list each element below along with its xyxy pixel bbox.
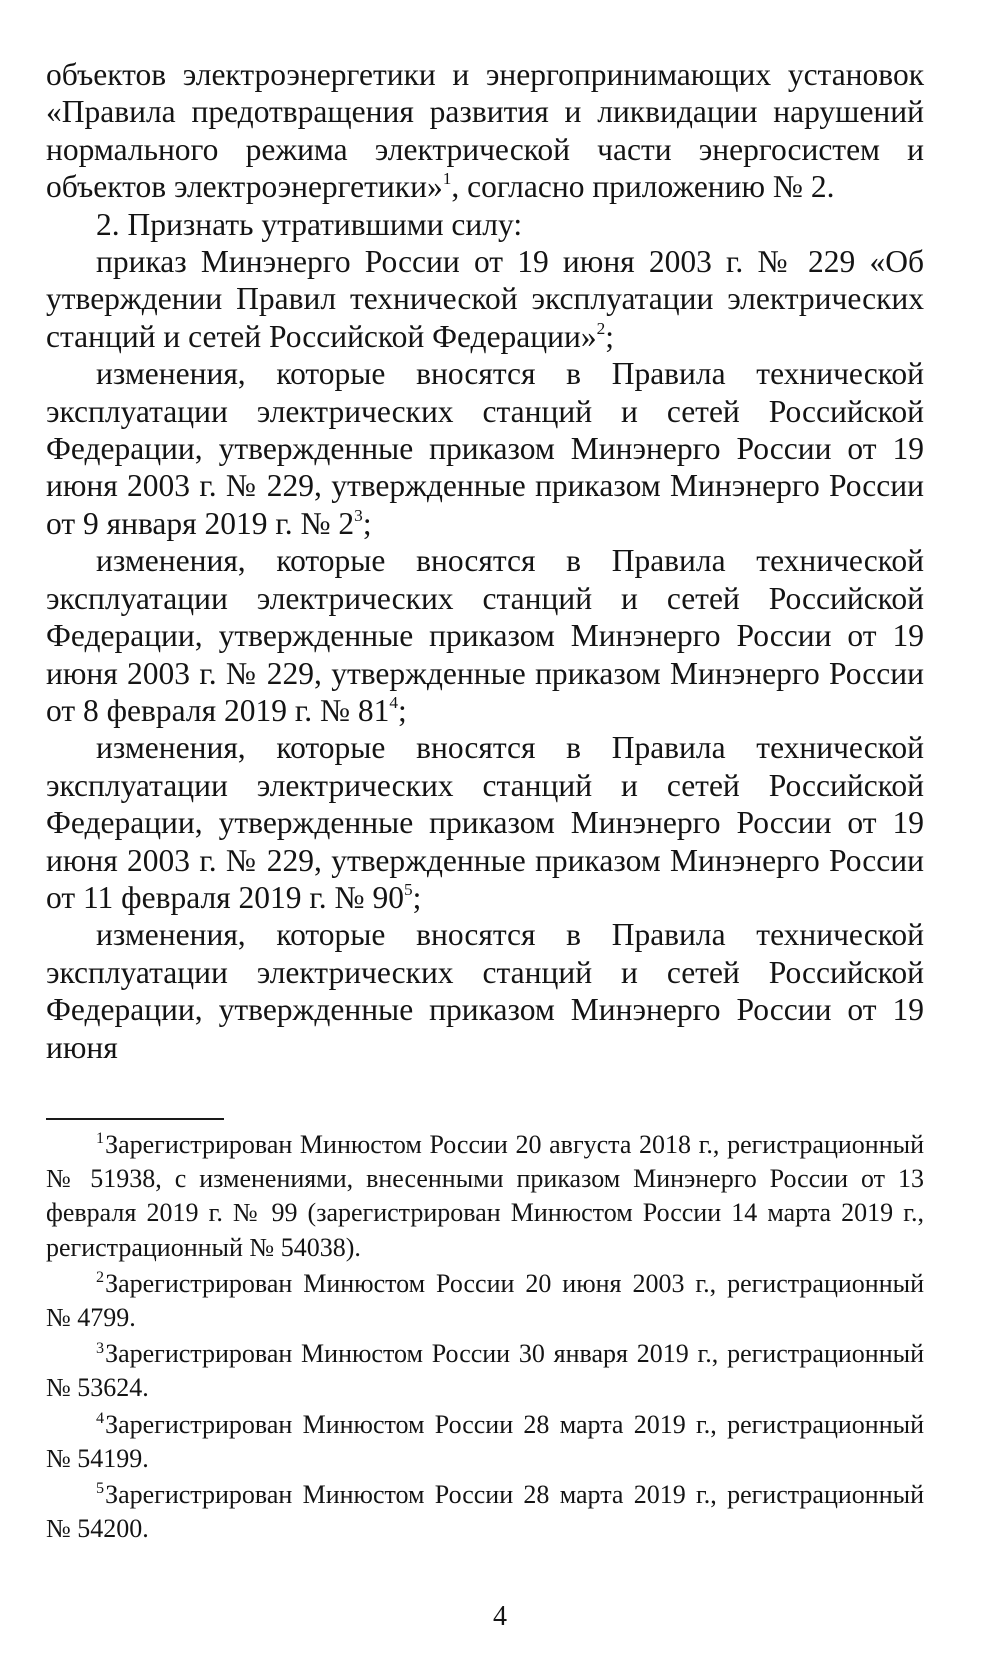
paragraph-text-tail: ; (362, 505, 372, 541)
paragraph-text: 2. Признать утратившими силу: (96, 206, 523, 242)
footnote-1 (46, 1128, 924, 1265)
footnote-text: Зарегистрирован Минюстом России 28 марта 2019 г., регистрационный № 54200. (46, 1480, 924, 1544)
paragraph-text-tail: ; (412, 879, 422, 915)
footnote-number: 5 (96, 1480, 105, 1498)
paragraph-text: изменения, которые вносятся в Правила технической эксплуатации электрических станций и сетей Российской Федерации, утвержденные приказом Минэнерго России от 19 июня 2003 г. № 229, утвержденные приказом Минэнерго России от 9 января 2019 г. № 2 (46, 356, 924, 541)
footnote-ref-5[interactable]: 5 (403, 879, 413, 899)
footnote-text: Зарегистрирован Минюстом России 28 марта 2019 г., регистрационный № 54199. (46, 1409, 924, 1473)
footnote-5 (46, 1478, 924, 1546)
footnote-ref-2[interactable]: 2 (596, 318, 606, 338)
footnote-separator (46, 1118, 224, 1120)
paragraph-amendment-2 (46, 542, 924, 729)
footnote-number: 4 (96, 1409, 105, 1427)
footnote-number: 2 (96, 1269, 105, 1287)
paragraph-text: изменения, которые вносятся в Правила технической эксплуатации электрических станций и сетей Российской Федерации, утвержденные приказом Минэнерго России от 19 июня 2003 г. № 229, утвержденные приказом Минэнерго России от 8 февраля 2019 г. № 81 (46, 543, 924, 728)
footnote-ref-1[interactable]: 1 (442, 169, 452, 189)
paragraph-text: изменения, которые вносятся в Правила технической эксплуатации электрических станций и сетей Российской Федерации, утвержденные приказом Минэнерго России от 19 июня 2003 г. № 229, утвержденные приказом Минэнерго России от 11 февраля 2019 г. № 90 (46, 730, 924, 915)
paragraph-amendment-3 (46, 729, 924, 916)
footnote-number: 3 (96, 1339, 105, 1357)
footnote-4 (46, 1408, 924, 1476)
paragraph-text-tail: , согласно приложению № 2. (451, 169, 835, 205)
footnote-3 (46, 1337, 924, 1405)
footnote-number: 1 (96, 1130, 105, 1148)
paragraph-continuation (46, 56, 924, 206)
paragraph-amendment-4 (46, 916, 924, 1066)
paragraph-text-tail: ; (605, 318, 615, 354)
footnote-text: Зарегистрирован Минюстом России 20 августа 2018 г., регистрационный № 51938, с изменениями, внесенными приказом Минэнерго России от 13 февраля 2019 г. № 99 (зарегистрирован Минюстом России 14 марта 2019 г., регистрационный № 54038). (46, 1130, 924, 1262)
paragraph-text: объектов электроэнергетики и энергопринимающих установок «Правила предотвращения развития и ликвидации нарушений нормального режима электрической части энергосистем и объектов электроэнергетики» (46, 57, 924, 205)
paragraph-order-229 (46, 243, 924, 355)
footnote-text: Зарегистрирован Минюстом России 30 января 2019 г., регистрационный № 53624. (46, 1339, 924, 1403)
paragraph-text-tail: ; (398, 692, 407, 728)
paragraph-text: приказ Минэнерго России от 19 июня 2003 г. № 229 «Об утверждении Правил технической эксплуатации электрических станций и сетей Российской Федерации» (46, 244, 924, 354)
footnote-ref-3[interactable]: 3 (354, 505, 363, 525)
paragraph-item-2 (46, 206, 924, 243)
paragraph-text: изменения, которые вносятся в Правила технической эксплуатации электрических станций и сетей Российской Федерации, утвержденные приказом Минэнерго России от 19 июня (46, 917, 924, 1065)
paragraph-amendment-1 (46, 355, 924, 542)
footnote-ref-4[interactable]: 4 (389, 692, 399, 712)
footnotes (46, 1128, 924, 1546)
footnote-2 (46, 1267, 924, 1335)
document-body (46, 56, 924, 1066)
footnote-text: Зарегистрирован Минюстом России 20 июня 2003 г., регистрационный № 4799. (46, 1268, 924, 1333)
page-number: 4 (493, 1601, 507, 1632)
